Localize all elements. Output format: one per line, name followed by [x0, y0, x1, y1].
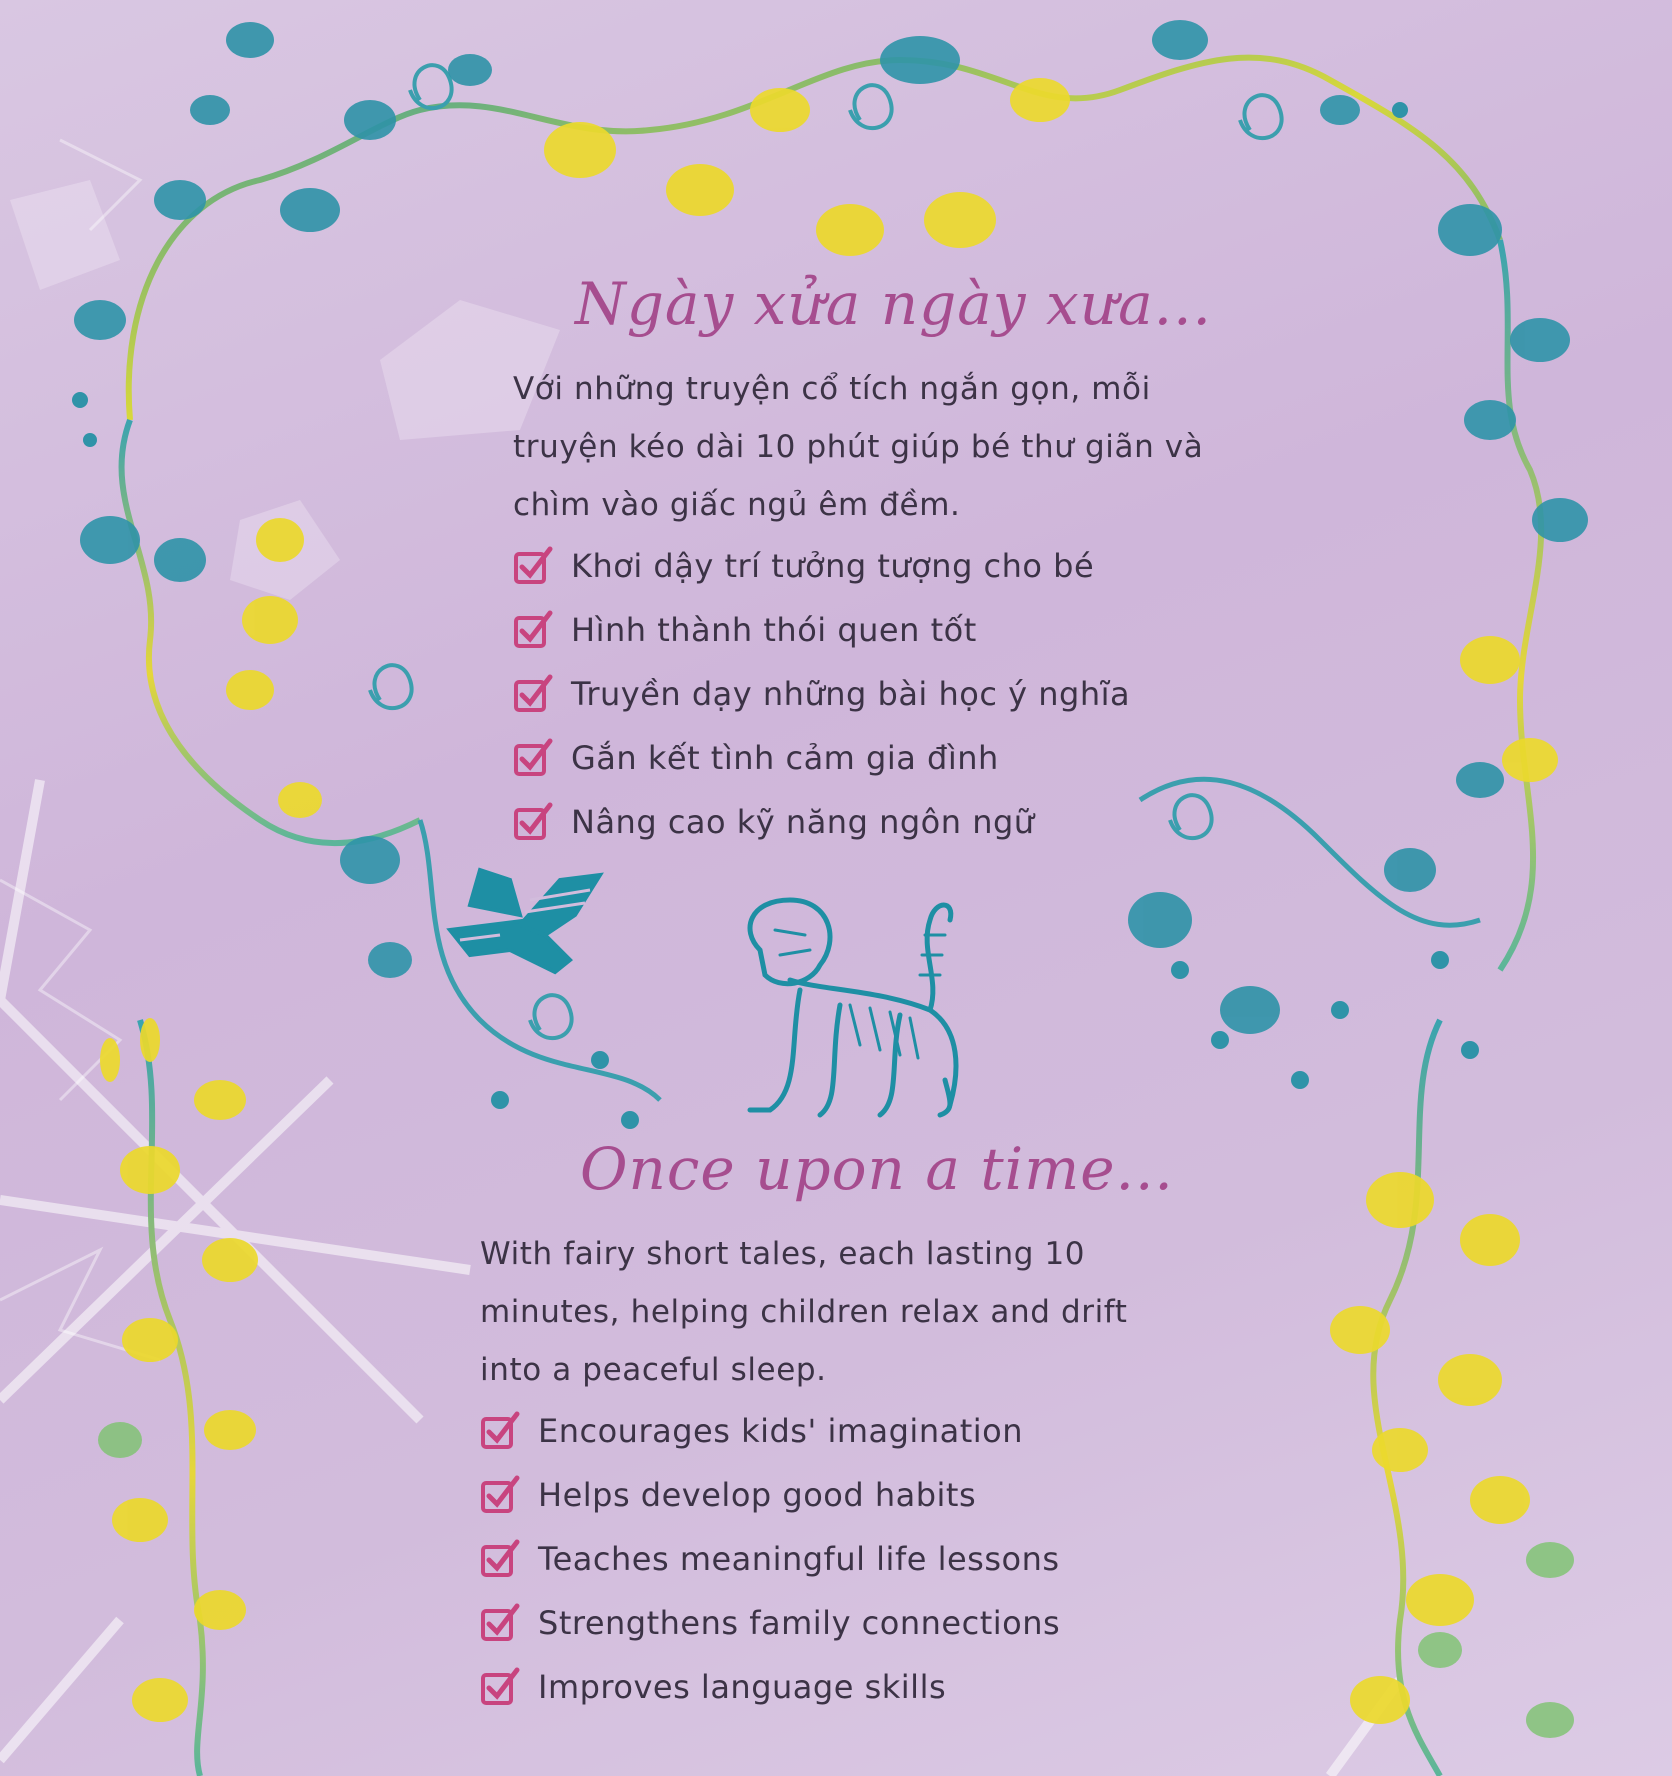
checklist-label: Hình thành thói quen tốt	[571, 611, 977, 649]
list-item	[480, 1527, 1260, 1591]
checklist-label: Teaches meaningful life lessons	[538, 1540, 1060, 1578]
vietnamese-heading: Ngày xửa ngày xưa...	[575, 270, 1212, 338]
intro-line: Với những truyện cổ tích ngắn gọn, mỗi	[513, 371, 1151, 407]
list-item	[513, 598, 1335, 662]
checked-checkbox-icon	[513, 674, 553, 714]
list-item	[480, 1463, 1260, 1527]
list-item	[480, 1655, 1260, 1719]
checked-checkbox-icon	[480, 1603, 520, 1643]
checked-checkbox-icon	[480, 1667, 520, 1707]
checklist-label: Gắn kết tình cảm gia đình	[571, 739, 999, 777]
checked-checkbox-icon	[513, 610, 553, 650]
vietnamese-section	[513, 270, 1335, 854]
english-intro	[480, 1225, 1260, 1399]
checked-checkbox-icon	[513, 546, 553, 586]
list-item	[480, 1591, 1260, 1655]
list-item	[480, 1399, 1260, 1463]
intro-line: minutes, helping children relax and drift	[480, 1294, 1128, 1330]
intro-line: With fairy short tales, each lasting 10	[480, 1236, 1086, 1272]
intro-line: chìm vào giấc ngủ êm đềm.	[513, 487, 961, 523]
list-item	[513, 662, 1335, 726]
list-item	[513, 790, 1335, 854]
checked-checkbox-icon	[513, 802, 553, 842]
checklist-label: Improves language skills	[538, 1668, 947, 1706]
checked-checkbox-icon	[480, 1539, 520, 1579]
checklist-label: Encourages kids' imagination	[538, 1412, 1023, 1450]
list-item	[513, 534, 1335, 598]
intro-line: truyện kéo dài 10 phút giúp bé thư giãn và	[513, 429, 1204, 465]
english-heading: Once upon a time...	[580, 1135, 1174, 1203]
vietnamese-intro	[513, 360, 1335, 534]
checked-checkbox-icon	[480, 1411, 520, 1451]
bird-illustration-icon	[450, 870, 600, 972]
checklist-label: Strengthens family connections	[538, 1604, 1061, 1642]
english-checklist	[480, 1399, 1260, 1719]
checked-checkbox-icon	[513, 738, 553, 778]
vietnamese-checklist	[513, 534, 1335, 854]
intro-line: into a peaceful sleep.	[480, 1352, 827, 1388]
checklist-label: Khơi dậy trí tưởng tượng cho bé	[571, 547, 1095, 585]
checked-checkbox-icon	[480, 1475, 520, 1515]
list-item	[513, 726, 1335, 790]
checklist-label: Helps develop good habits	[538, 1476, 977, 1514]
checklist-label: Nâng cao kỹ năng ngôn ngữ	[571, 803, 1035, 841]
checklist-label: Truyền dạy những bài học ý nghĩa	[571, 675, 1131, 713]
english-section	[480, 1135, 1260, 1719]
